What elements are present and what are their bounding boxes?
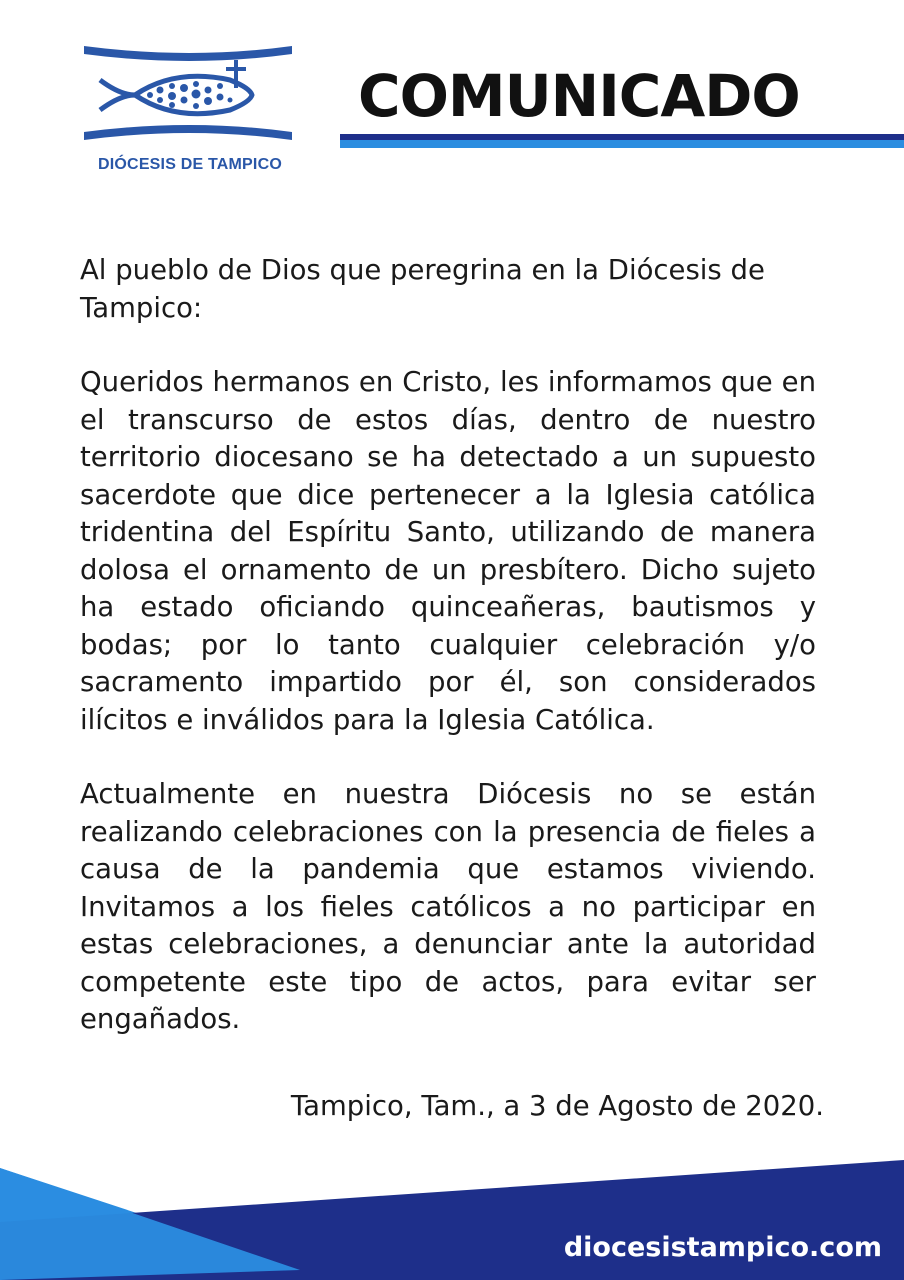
logo-text: DIÓCESIS DE TAMPICO (98, 156, 282, 173)
page-title: COMUNICADO (358, 62, 800, 130)
title-underline-accent (340, 140, 904, 148)
date-line: Tampico, Tam., a 3 de Agosto de 2020. (290, 1090, 824, 1122)
salutation: Al pueblo de Dios que peregrina en la Diócesis de Tampico: (80, 254, 765, 324)
paragraph-2: Actualmente en nuestra Diócesis no se están realizando celebraciones con la presencia de fieles a causa de la pandemia que estamos viviendo. Invitamos a los fieles católicos a no participar en estas celebraciones, a denunciar ante la autoridad competente este tipo de actos, para evitar ser engañados. (80, 778, 816, 1035)
letter-body (80, 252, 816, 1039)
website-link[interactable]: diocesistampico.com (563, 1232, 882, 1263)
paragraph-1: Queridos hermanos en Cristo, les informamos que en el transcurso de estos días, dentro de nuestro territorio diocesano se ha detectado a un supuesto sacerdote que dice pertenecer a la Iglesia católica tridentina del Espíritu Santo, utilizando de manera dolosa el ornamento de un presbítero. Dicho sujeto ha estado oficiando quinceañeras, bautismos y bodas; por lo tanto cualquier celebración y/o sacramento impartido por él, son considerados ilícitos e inválidos para la Iglesia Católica. (80, 366, 816, 736)
